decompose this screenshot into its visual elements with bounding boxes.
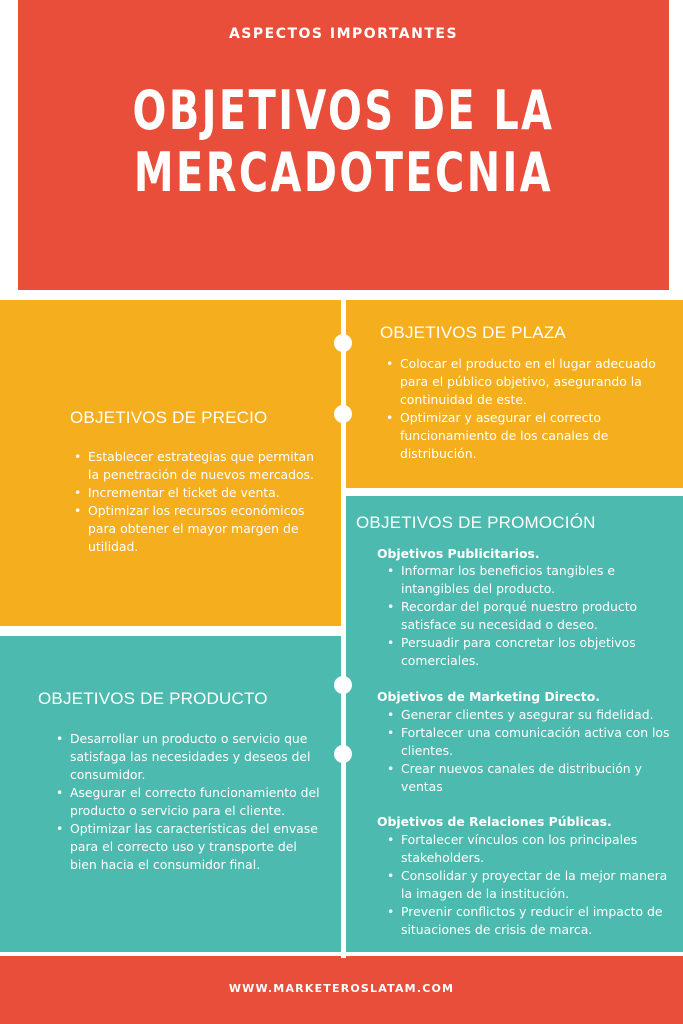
list-item: • Informar los beneficios tangibles e intangibles del producto. xyxy=(383,562,679,598)
list-item: • Fortalecer vínculos con los principales stakeholders. xyxy=(383,831,679,867)
header-banner xyxy=(18,0,669,290)
title-line-1: OBJETIVOS DE LA xyxy=(132,79,555,142)
list-item: • Establecer estrategias que permitan la penetración de nuevos mercados. xyxy=(70,448,325,484)
list-item: • Desarrollar un producto o servicio que satisfaga las necesidades y deseos del consumidor. xyxy=(52,730,322,784)
promocion-heading: OBJETIVOS DE PROMOCIÓN xyxy=(356,513,596,532)
website-link[interactable]: WWW.MARKETEROSLATAM.COM xyxy=(228,982,455,995)
timeline-dot xyxy=(334,334,352,352)
promocion-group-title: Objetivos Publicitarios. xyxy=(377,546,540,561)
list-item: • Crear nuevos canales de distribución y ventas xyxy=(383,760,679,796)
timeline-dot xyxy=(334,676,352,694)
timeline-divider xyxy=(341,298,346,958)
plaza-list xyxy=(382,355,677,463)
header-kicker: ASPECTOS IMPORTANTES xyxy=(228,26,459,42)
precio-list xyxy=(70,448,325,556)
list-item: • Generar clientes y asegurar su fidelidad. xyxy=(383,706,679,724)
list-item: • Prevenir conflictos y reducir el impacto de situaciones de crisis de marca. xyxy=(383,903,679,939)
list-item: • Fortalecer una comunicación activa con los clientes. xyxy=(383,724,679,760)
list-item: • Consolidar y proyectar de la mejor manera la imagen de la institución. xyxy=(383,867,679,903)
list-item: • Recordar del porqué nuestro producto satisface su necesidad o deseo. xyxy=(383,598,679,634)
producto-heading: OBJETIVOS DE PRODUCTO xyxy=(38,689,268,708)
promocion-group-title: Objetivos de Marketing Directo. xyxy=(377,689,600,704)
list-item: • Persuadir para concretar los objetivos comerciales. xyxy=(383,634,679,670)
list-item: • Colocar el producto en el lugar adecuado para el público objetivo, asegurando la continuidad de este. xyxy=(382,355,677,409)
promocion-publicitarios-list xyxy=(383,562,679,670)
precio-heading: OBJETIVOS DE PRECIO xyxy=(70,408,268,427)
promocion-rp-list xyxy=(383,831,679,939)
list-item: • Asegurar el correcto funcionamiento del producto o servicio para el cliente. xyxy=(52,784,322,820)
promocion-group-title: Objetivos de Relaciones Públicas. xyxy=(377,814,612,829)
promocion-marketing-list xyxy=(383,706,679,796)
list-item: • Optimizar las características del envase para el correcto uso y transporte del bien hacia el consumidor final. xyxy=(52,820,322,874)
page-title xyxy=(77,80,611,204)
title-line-2: MERCADOTECNIA xyxy=(133,141,554,204)
list-item: • Optimizar y asegurar el correcto funcionamiento de los canales de distribución. xyxy=(382,409,677,463)
list-item: • Incrementar el ticket de venta. xyxy=(70,484,325,502)
timeline-dot xyxy=(334,405,352,423)
plaza-heading: OBJETIVOS DE PLAZA xyxy=(380,323,566,342)
list-item: • Optimizar los recursos económicos para obtener el mayor margen de utilidad. xyxy=(70,502,325,556)
producto-list xyxy=(52,730,322,874)
timeline-dot xyxy=(334,745,352,763)
